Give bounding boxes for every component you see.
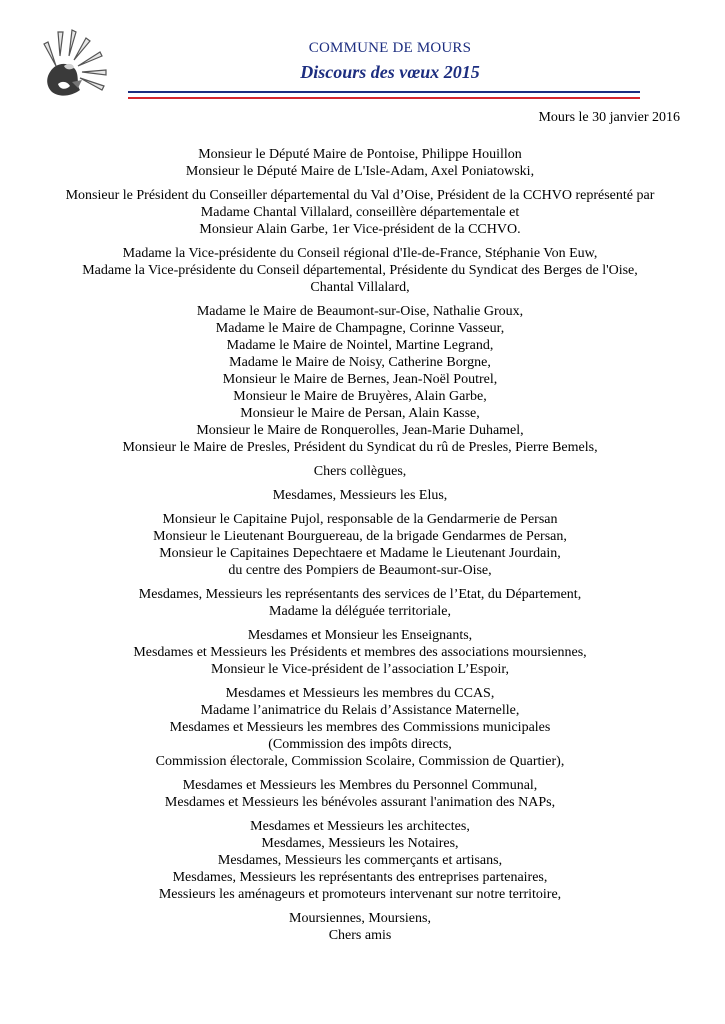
salutation-line: Mesdames et Messieurs les architectes,	[250, 819, 470, 834]
salutation-line: Monsieur le Maire de Persan, Alain Kasse,	[240, 406, 480, 421]
salutation-line: Mesdames et Messieurs les bénévoles assurant l'animation des NAPs,	[164, 795, 556, 810]
blue-stripe	[128, 91, 640, 93]
speech-subtitle: Discours des vœux 2015	[300, 62, 480, 82]
red-stripe	[128, 97, 640, 99]
salutation-line: Mesdames et Monsieur les Enseignants,	[247, 628, 473, 643]
salutation-paragraph	[40, 586, 680, 620]
salutation-line: Madame Chantal Villalard, conseillère départementale et	[200, 205, 520, 220]
salutation-line: du centre des Pompiers de Beaumont-sur-Oise,	[228, 563, 492, 578]
salutation-line: Mesdames, Messieurs les commerçants et artisans,	[217, 853, 503, 868]
salutation-line: Messieurs les aménageurs et promoteurs intervenant sur notre territoire,	[158, 887, 562, 902]
salutation-line: Madame l’animatrice du Relais d’Assistance Maternelle,	[200, 703, 520, 718]
salutation-line: Monsieur le Président du Conseiller départemental du Val d’Oise, Président de la CCHVO représenté par	[65, 188, 655, 203]
salutation-line: Madame le Maire de Beaumont-sur-Oise, Nathalie Groux,	[196, 304, 524, 319]
salutation-paragraph	[40, 245, 680, 296]
salutation-paragraph	[40, 627, 680, 678]
salutation-line: Monsieur le Capitaines Depechtaere et Madame le Lieutenant Jourdain,	[159, 546, 561, 561]
salutation-line: Monsieur le Lieutenant Bourguereau, de la brigade Gendarmes de Persan,	[153, 529, 567, 544]
salutation-paragraph	[40, 910, 680, 944]
salutation-line: Mesdames, Messieurs les représentants des entreprises partenaires,	[172, 870, 548, 885]
salutation-line: Madame le Maire de Noisy, Catherine Borgne,	[229, 355, 491, 370]
salutation-paragraph	[40, 777, 680, 811]
salutation-line: Monsieur le Maire de Bruyères, Alain Garbe,	[233, 389, 487, 404]
salutation-paragraph	[40, 463, 680, 480]
commune-title: COMMUNE DE MOURS	[308, 40, 472, 56]
salutation-line: Mesdames, Messieurs les Notaires,	[261, 836, 459, 851]
salutation-line: Mesdames et Messieurs les membres des Commissions municipales	[169, 720, 551, 735]
salutation-line: Monsieur le Maire de Presles, Président du Syndicat du rû de Presles, Pierre Bemels,	[122, 440, 598, 455]
salutation-line: Moursiennes, Moursiens,	[289, 911, 431, 926]
salutation-line: Madame la déléguée territoriale,	[269, 604, 451, 619]
salutation-line: Monsieur le Député Maire de Pontoise, Philippe Houillon	[198, 147, 522, 162]
salutation-paragraph	[40, 187, 680, 238]
salutation-line: Monsieur le Capitaine Pujol, responsable de la Gendarmerie de Persan	[162, 512, 558, 527]
salutation-line: Chantal Villalard,	[310, 280, 410, 295]
salutation-line: Chers collègues,	[313, 464, 407, 479]
salutation-paragraph	[40, 303, 680, 456]
salutation-line: Monsieur Alain Garbe, 1er Vice-président de la CCHVO.	[199, 222, 521, 237]
salutation-line: Monsieur le Maire de Bernes, Jean-Noël Poutrel,	[222, 372, 498, 387]
salutation-line: Madame la Vice-présidente du Conseil régional d'Ile-de-France, Stéphanie Von Euw,	[122, 246, 598, 261]
salutation-line: Madame le Maire de Nointel, Martine Legrand,	[226, 338, 494, 353]
salutation-line: Mesdames et Messieurs les Membres du Personnel Communal,	[182, 778, 538, 793]
salutation-line: (Commission des impôts directs,	[268, 737, 452, 752]
salutation-line: Commission électorale, Commission Scolaire, Commission de Quartier),	[155, 754, 565, 769]
salutation-paragraph	[40, 487, 680, 504]
salutation-line: Monsieur le Maire de Ronquerolles, Jean-Marie Duhamel,	[196, 423, 524, 438]
document-header	[0, 0, 725, 110]
document-date: Mours le 30 janvier 2016	[538, 110, 680, 125]
salutation-line: Madame le Maire de Champagne, Corinne Vasseur,	[215, 321, 505, 336]
salutation-paragraph	[40, 146, 680, 180]
salutation-paragraph	[40, 511, 680, 579]
salutation-line: Mesdames et Messieurs les membres du CCAS,	[225, 686, 495, 701]
salutation-paragraph	[40, 685, 680, 770]
salutation-line: Chers amis	[328, 928, 392, 943]
salutation-paragraph	[40, 818, 680, 903]
salutation-line: Mesdames et Messieurs les Présidents et membres des associations moursiennes,	[133, 645, 587, 660]
salutation-line: Mesdames, Messieurs les représentants des services de l’Etat, du Département,	[138, 587, 582, 602]
salutation-line: Mesdames, Messieurs les Elus,	[272, 488, 448, 503]
salutation-line: Monsieur le Député Maire de L'Isle-Adam, Axel Poniatowski,	[185, 164, 535, 179]
sunburst-logo-icon	[36, 26, 128, 110]
salutation-line: Madame la Vice-présidente du Conseil départemental, Présidente du Syndicat des Berges de l'Oise,	[82, 263, 638, 278]
salutation-line: Monsieur le Vice-président de l’association L’Espoir,	[211, 662, 509, 677]
speech-body	[40, 146, 680, 951]
